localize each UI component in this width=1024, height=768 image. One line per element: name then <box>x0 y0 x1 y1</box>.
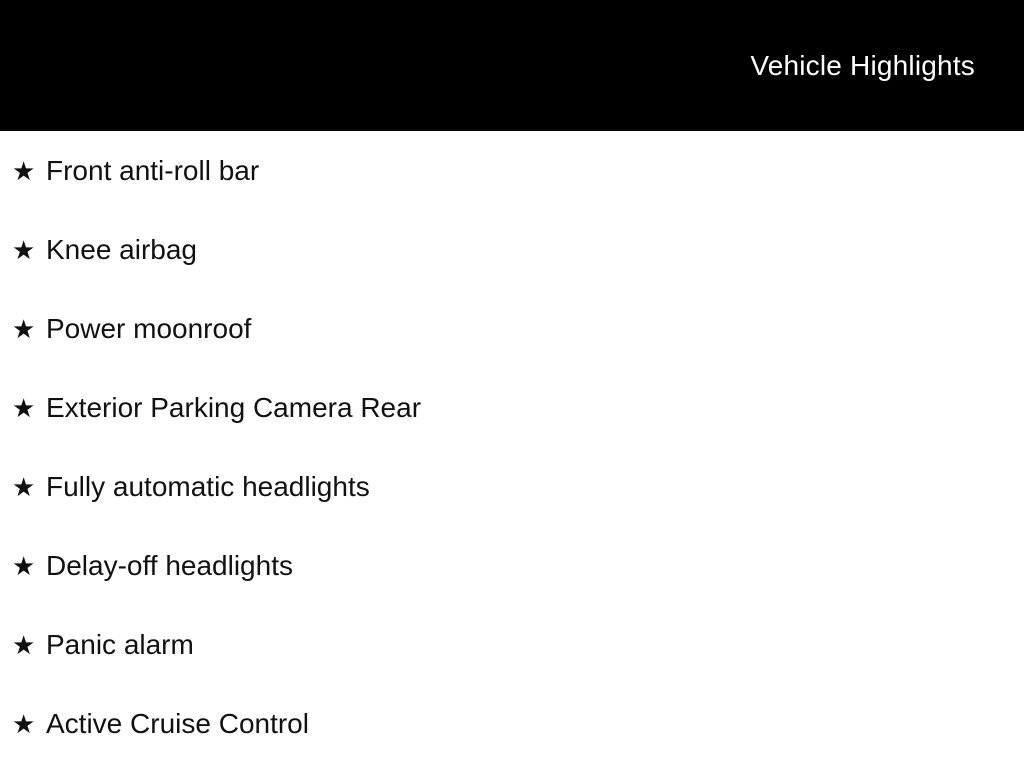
star-icon: ★ <box>12 550 36 581</box>
list-item <box>0 526 1024 605</box>
list-item <box>0 447 1024 526</box>
list-item <box>0 605 1024 684</box>
header-bar <box>0 0 1024 131</box>
list-item-label: Delay-off headlights <box>46 549 293 581</box>
list-item-label: Active Cruise Control <box>46 707 309 739</box>
list-item-label: Power moonroof <box>46 312 252 344</box>
star-icon: ★ <box>12 471 36 502</box>
star-icon: ★ <box>12 313 36 344</box>
star-icon: ★ <box>12 155 36 186</box>
star-icon: ★ <box>12 234 36 265</box>
list-item <box>0 210 1024 289</box>
list-item <box>0 368 1024 447</box>
list-item <box>0 131 1024 210</box>
star-icon: ★ <box>12 629 36 660</box>
highlights-list <box>0 131 1024 763</box>
list-item-label: Knee airbag <box>46 233 198 265</box>
star-icon: ★ <box>12 708 36 739</box>
page-title: Vehicle Highlights <box>750 49 975 81</box>
list-item <box>0 684 1024 763</box>
list-item-label: Front anti-roll bar <box>46 154 260 186</box>
list-item-label: Panic alarm <box>46 628 194 660</box>
star-icon: ★ <box>12 392 36 423</box>
list-item-label: Exterior Parking Camera Rear <box>46 391 422 423</box>
list-item-label: Fully automatic headlights <box>46 470 370 502</box>
list-item <box>0 289 1024 368</box>
